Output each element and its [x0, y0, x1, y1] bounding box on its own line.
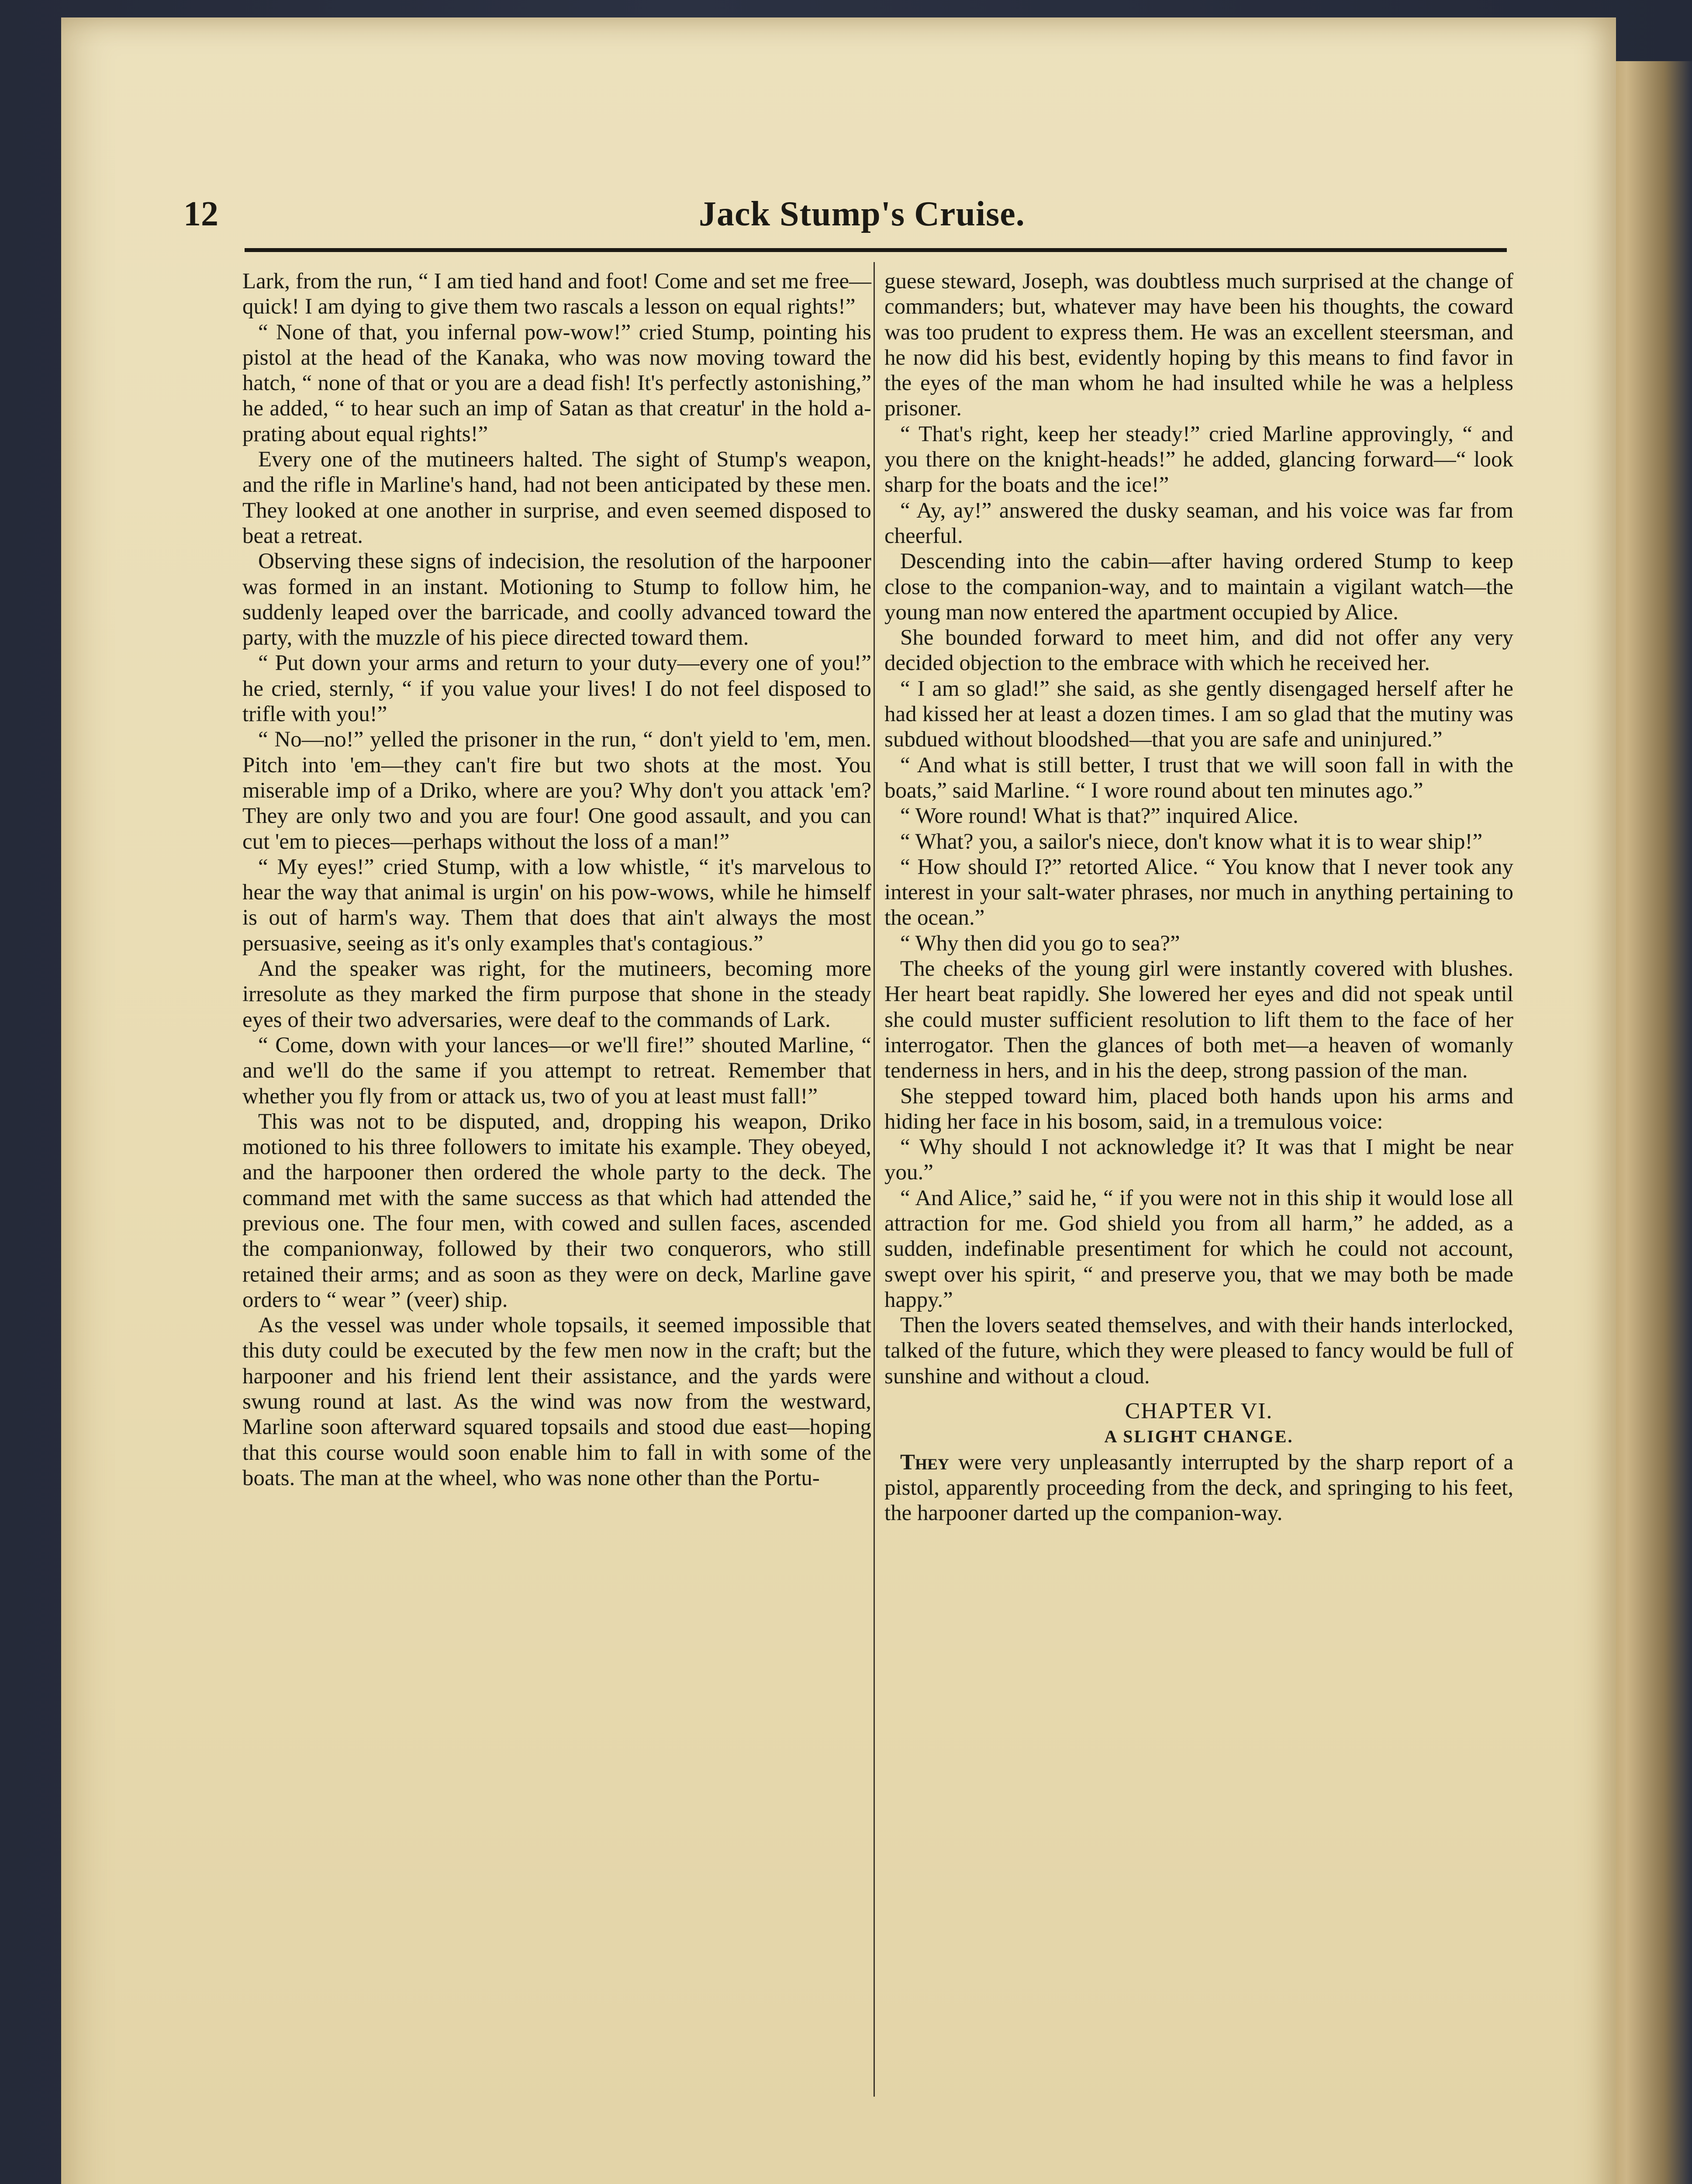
paragraph: “ None of that, you infernal pow-wow!” cried Stump, pointing his pistol at the head of the Kanaka, who was now moving toward the hatch, “ none of that or you are a dead fish! It's perfectly astonishing,” he added, “ to hear such an imp of Satan as that creatur' in the hold a-prating about equal rights!” — [242, 320, 871, 446]
paragraph: “ And Alice,” said he, “ if you were not in this ship it would lose all attraction for me. God shield you from all harm,” he added, as a sudden, indefinable presentiment for which he could not account, swept over his spirit, “ and preserve you, that we may both be made happy.” — [884, 1185, 1513, 1312]
paragraph: She bounded forward to meet him, and did not offer any very decided objection to the embrace with which he received her. — [884, 625, 1513, 676]
paragraph: Lark, from the run, “ I am tied hand and foot! Come and set me free—quick! I am dying to give them two rascals a lesson on equal rights!” — [242, 269, 871, 319]
paragraph: guese steward, Joseph, was doubtless much surprised at the change of commanders; but, whatever may have been his thoughts, the coward was too prudent to express them. He was an excellent steersman, and he now did his best, evidently hoping by this means to find favor in the eyes of the man whom he had insulted while he was a helpless prisoner. — [884, 269, 1513, 421]
paragraph: “ How should I?” retorted Alice. “ You know that I never took any interest in your salt-water phrases, nor much in anything pertaining to the ocean.” — [884, 854, 1513, 930]
paragraph: The cheeks of the young girl were instantly covered with blushes. Her heart beat rapidly. She lowered her eyes and did not speak until she could muster sufficient resolution to lift them to the face of her interrogator. Then the glances of both met—a heaven of womanly tenderness in hers, and in his the deep, strong passion of the man. — [884, 957, 1513, 1083]
column-divider — [874, 262, 875, 2097]
paragraph: “ And what is still better, I trust that we will soon fall in with the boats,” said Marline. “ I wore round about ten minutes ago.” — [884, 753, 1513, 803]
paragraph: “ Come, down with your lances—or we'll fire!” shouted Marline, “ and we'll do the same if you attempt to retreat. Remember that whether you fly from or attack us, two of you at least must fall!” — [242, 1033, 871, 1109]
chapter-opening-text: were very unpleasantly interrupted by the sharp report of a pistol, apparently proceeding from the deck, and springing to his feet, the harpooner darted up the companion-way. — [884, 1450, 1513, 1526]
paragraph: “ Why should I not acknowledge it? It was that I might be near you.” — [884, 1135, 1513, 1185]
running-title: Jack Stump's Cruise. — [699, 195, 1025, 233]
paragraph: Every one of the mutineers halted. The sight of Stump's weapon, and the rifle in Marline's hand, had not been anticipated by these men. They looked at one another in surprise, and even seemed disposed to beat a retreat. — [242, 447, 871, 548]
chapter-lead-word: They — [900, 1450, 950, 1475]
right-column — [884, 269, 1513, 1526]
page-header — [183, 194, 1494, 247]
paragraph: “ Wore round! What is that?” inquired Alice. — [900, 804, 1298, 829]
chapter-title: CHAPTER VI. — [1125, 1399, 1273, 1424]
paragraph: This was not to be disputed, and, dropping his weapon, Driko motioned to his three followers to imitate his example. They obeyed, and the harpooner then ordered the whole party to the deck. The command met with the same success as that which had attended the previous one. The four men, with cowed and sullen faces, ascended the companionway, followed by their two conquerors, who still retained their arms; and as soon as they were on deck, Marline gave orders to “ wear ” (veer) ship. — [242, 1109, 871, 1312]
left-column — [242, 269, 871, 1491]
paragraph: “ What? you, a sailor's niece, don't know what it is to wear ship!” — [900, 829, 1483, 854]
paragraph: “ Ay, ay!” answered the dusky seaman, and his voice was far from cheerful. — [884, 498, 1513, 548]
paragraph: “ I am so glad!” she said, as she gently disengaged herself after he had kissed her at least a dozen times. I am so glad that the mutiny was subdued without bloodshed—that you are safe and uninjured.” — [884, 676, 1513, 752]
paragraph: “ My eyes!” cried Stump, with a low whistle, “ it's marvelous to hear the way that animal is urgin' on his pow-wows, while he himself is out of harm's way. Them that does that ain't always the most persuasive, seeing as it's only examples that's contagious.” — [242, 854, 871, 956]
paragraph: “ No—no!” yelled the prisoner in the run, “ don't yield to 'em, men. Pitch into 'em—they can't fire but two shots at the most. You miserable imp of a Driko, where are you? Why don't you attack 'em? They are only two and you are four! One good assault, and you can cut 'em to pieces—perhaps without the loss of a man!” — [242, 727, 871, 854]
chapter-subtitle: A SLIGHT CHANGE. — [1104, 1427, 1294, 1447]
chapter-opening-paragraph — [884, 1450, 1513, 1526]
paragraph: “ That's right, keep her steady!” cried Marline approvingly, “ and you there on the knight-heads!” he added, glancing forward—“ look sharp for the boats and the ice!” — [884, 422, 1513, 498]
paragraph: She stepped toward him, placed both hands upon his arms and hiding her face in his bosom, said, in a tremulous voice: — [884, 1084, 1513, 1134]
paragraph: Descending into the cabin—after having ordered Stump to keep close to the companion-way, and to maintain a vigilant watch—the young man now entered the apartment occupied by Alice. — [884, 549, 1513, 625]
paragraph: Then the lovers seated themselves, and with their hands interlocked, talked of the future, which they were pleased to fancy would be full of sunshine and without a cloud. — [884, 1313, 1513, 1389]
paragraph: “ Put down your arms and return to your duty—every one of you!” he cried, sternly, “ if you value your lives! I do not feel disposed to trifle with you!” — [242, 651, 871, 727]
paragraph: “ Why then did you go to sea?” — [900, 931, 1180, 956]
paragraph: Observing these signs of indecision, the resolution of the harpooner was formed in an instant. Motioning to Stump to follow him, he suddenly leaped over the barricade, and coolly advanced toward the party, with the muzzle of his piece directed toward them. — [242, 549, 871, 650]
page-number: 12 — [183, 195, 218, 233]
header-rule — [245, 248, 1507, 252]
paragraph: And the speaker was right, for the mutineers, becoming more irresolute as they marked the firm purpose that shone in the steady eyes of their two adversaries, were deaf to the commands of Lark. — [242, 957, 871, 1032]
paragraph: As the vessel was under whole topsails, it seemed impossible that this duty could be executed by the few men now in the craft; but the harpooner and his friend lent their assistance, and the yards were swung round at last. As the wind was now from the westward, Marline soon afterward squared topsails and stood due east—hoping that this course would soon enable him to fall in with some of the boats. The man at the wheel, who was none other than the Portu- — [242, 1313, 871, 1490]
